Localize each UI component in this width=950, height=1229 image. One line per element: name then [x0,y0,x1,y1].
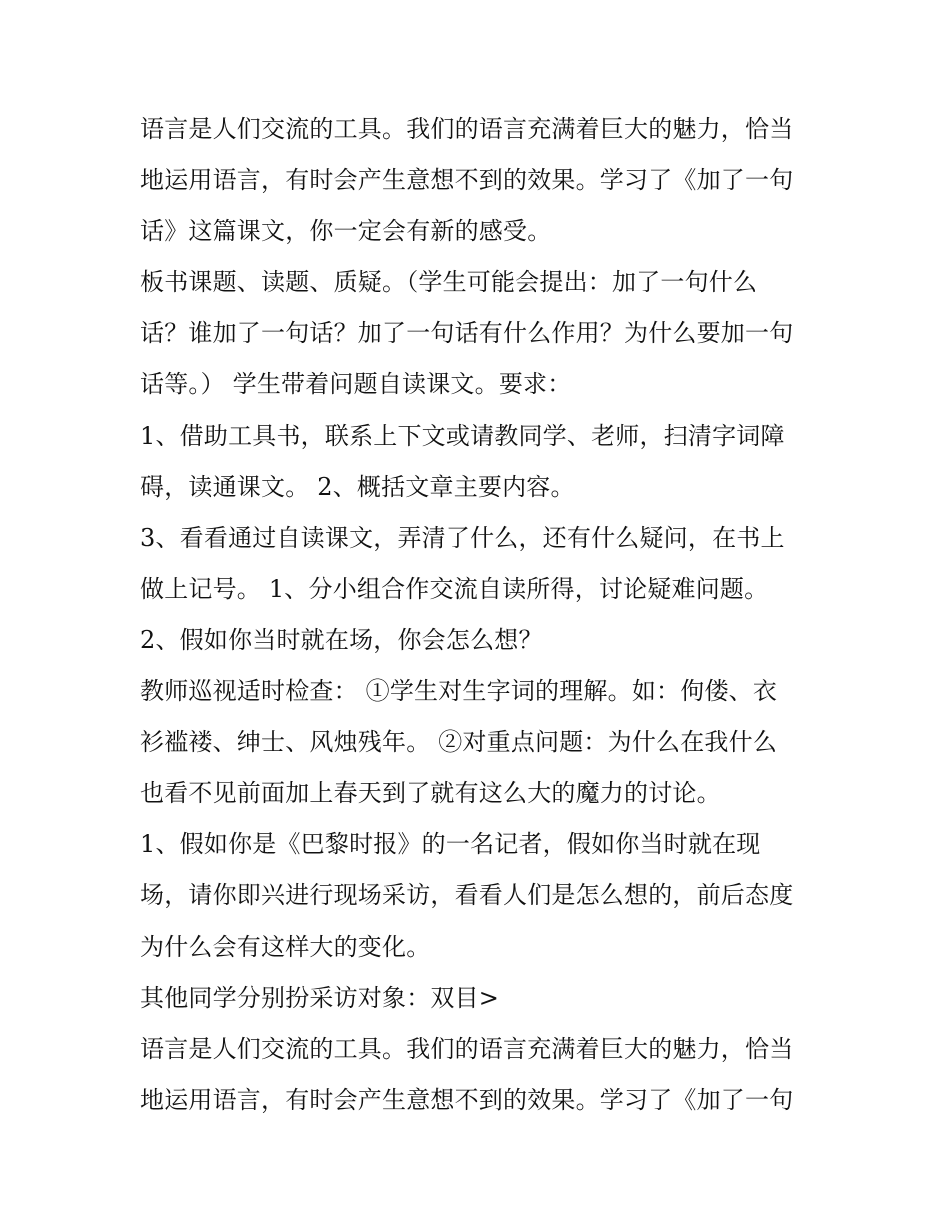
text-line: 地运用语言，有时会产生意想不到的效果。学习了《加了一句 [140,1085,794,1114]
text-line: 1、假如你是《巴黎时报》的一名记者，假如你当时就在现 [140,830,761,859]
document-body [140,104,830,1126]
text-line: 3、看看通过自读课文，弄清了什么，还有什么疑问，在书上 [140,523,785,552]
text-line: 衫褴褛、绅士、风烛残年。 ②对重点问题：为什么在我什么 [140,728,778,757]
text-line: 碍，读通课文。 2、概括文章主要内容。 [140,472,575,501]
text-line: 语言是人们交流的工具。我们的语言充满着巨大的魅力，恰当 [140,1034,794,1063]
text-line: 语言是人们交流的工具。我们的语言充满着巨大的魅力，恰当 [140,115,794,143]
text-line: 其他同学分别扮采访对象：双目> [140,983,500,1012]
text-line: 场，请你即兴进行现场采访，看看人们是怎么想的，前后态度 [140,881,794,910]
text-line: 做上记号。 1、分小组合作交流自读所得，讨论疑难问题。 [140,574,769,603]
text-line: 板书课题、读题、质疑。（学生可能会提出：加了一句什么 [140,268,758,297]
text-line: 2、假如你当时就在场，你会怎么想？ [140,625,543,654]
text-line: 也看不见前面加上春天到了就有这么大的魔力的讨论。 [140,779,721,808]
text-line: 话》这篇课文，你一定会有新的感受。 [140,217,552,246]
text-line: 话？谁加了一句话？加了一句话有什么作用？为什么要加一句 [140,319,794,348]
text-line: 话等。） 学生带着问题自读课文。要求： [140,370,572,399]
text-line: 为什么会有这样大的变化。 [140,932,431,961]
text-line: 教师巡视适时检查： ①学生对生字词的理解。如：佝偻、衣 [140,677,778,706]
text-line: 1、借助工具书，联系上下文或请教同学、老师，扫清字词障 [140,421,785,450]
text-line: 地运用语言，有时会产生意想不到的效果。学习了《加了一句 [140,166,794,195]
